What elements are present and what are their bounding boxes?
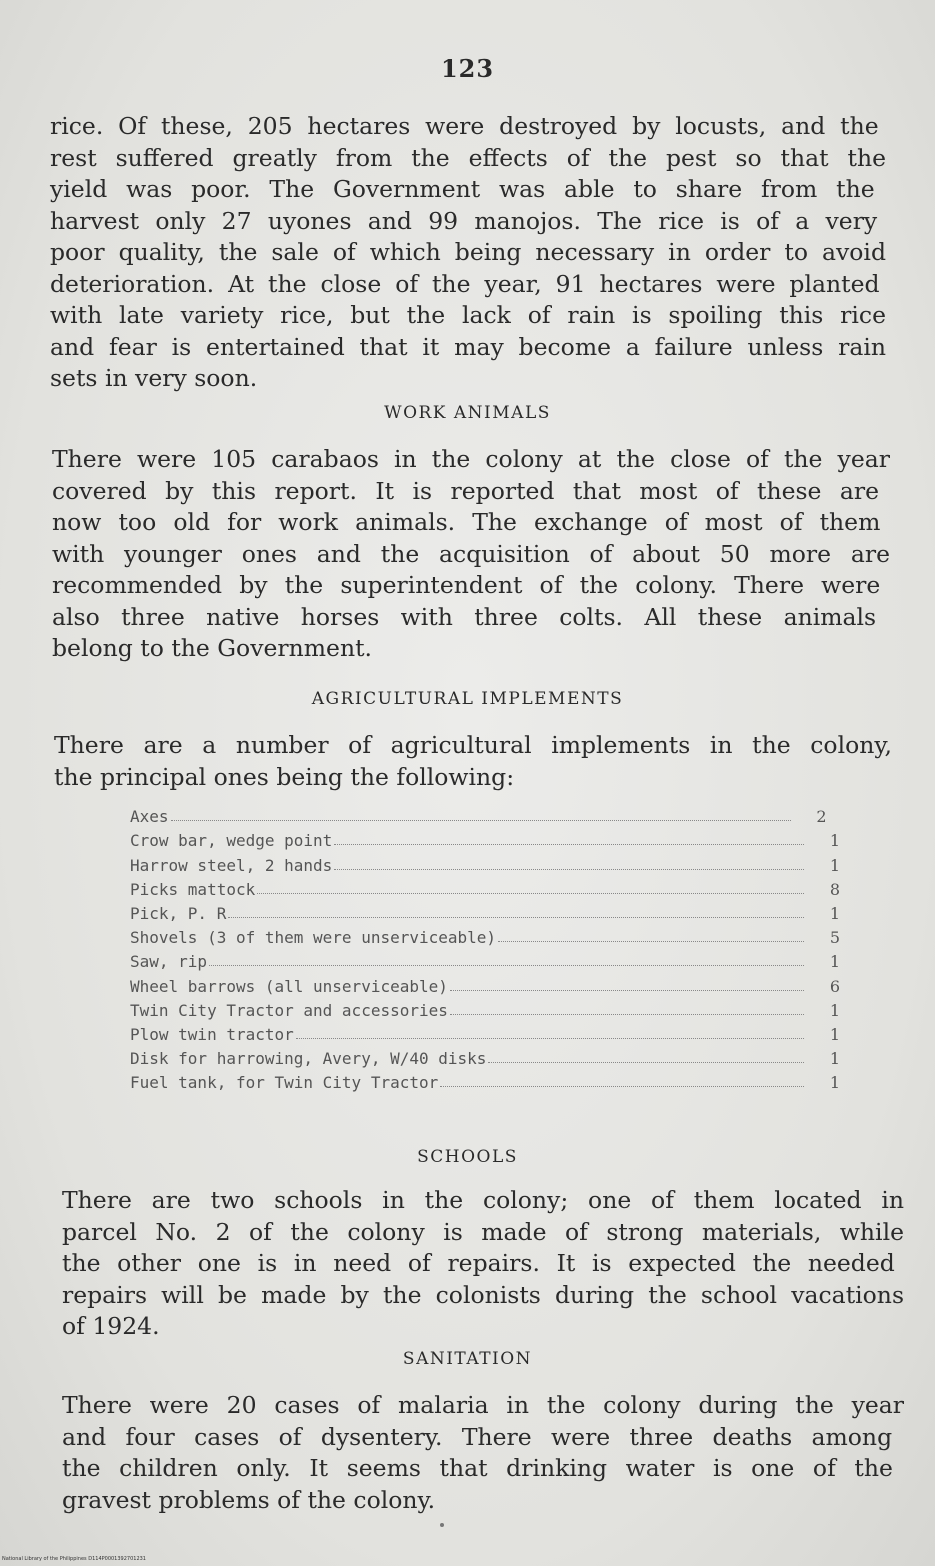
heading-sanitation: SANITATION xyxy=(402,1349,533,1369)
paragraph-line: There were 20 cases of malaria in the colony during the year xyxy=(62,1391,904,1419)
paragraph-work-animals xyxy=(52,444,890,665)
paragraph-line: of 1924. xyxy=(62,1312,160,1340)
implement-row xyxy=(130,899,840,923)
implement-name: Harrow steel, 2 hands xyxy=(130,855,333,875)
paragraph-line: with younger ones and the acquisition of about 50 more are xyxy=(52,539,890,568)
implement-name: Picks mattock xyxy=(130,879,256,899)
paragraph-line: yield was poor. The Government was able to share from the xyxy=(50,175,875,203)
leader-dots xyxy=(440,1086,804,1087)
paragraph-line: also three native horses with three colts. All these animals xyxy=(52,602,877,631)
paragraph-implements-intro xyxy=(54,730,892,793)
implement-name: Disk for harrowing, Avery, W/40 disks xyxy=(130,1049,487,1069)
implement-row xyxy=(130,1068,840,1092)
implement-quantity: 1 xyxy=(829,952,840,972)
print-speck xyxy=(440,1523,444,1527)
implement-name: Wheel barrows (all unserviceable) xyxy=(130,976,448,996)
implement-row xyxy=(130,971,840,995)
implement-row xyxy=(130,850,840,874)
implement-row xyxy=(130,802,840,826)
paragraph-line: sets in very soon. xyxy=(50,364,258,392)
paragraph-line: recommended by the superintendent of the colony. There were xyxy=(52,571,881,599)
leader-dots xyxy=(228,917,804,918)
heading-agricultural-implements: AGRICULTURAL IMPLEMENTS xyxy=(311,689,624,709)
paragraph-line: poor quality, the sale of which being necessary in order to avoid xyxy=(50,238,886,266)
implement-quantity: 6 xyxy=(829,976,840,996)
leader-dots xyxy=(488,1062,804,1063)
paragraph-line: with late variety rice, but the lack of rain is spoiling this rice xyxy=(50,301,886,329)
implement-row xyxy=(130,923,840,947)
paragraph-sanitation xyxy=(62,1390,904,1516)
leader-dots xyxy=(450,1014,804,1015)
paragraph-line: the principal ones being the following: xyxy=(54,762,515,791)
implement-quantity: 5 xyxy=(829,928,840,948)
paragraph-line: There were 105 carabaos in the colony at the close of the year xyxy=(52,445,890,473)
implement-row xyxy=(130,875,840,899)
implement-quantity: 8 xyxy=(829,879,840,899)
implement-quantity: 1 xyxy=(829,1073,840,1093)
paragraph-line: There are a number of agricultural implements in the colony, xyxy=(54,731,892,759)
leader-dots xyxy=(296,1038,804,1039)
leader-dots xyxy=(450,990,804,991)
paragraph-line: belong to the Government. xyxy=(52,634,372,662)
paragraph-line: repairs will be made by the colonists during the school vacations xyxy=(62,1280,904,1309)
heading-work-animals: WORK ANIMALS xyxy=(384,403,551,423)
leader-dots xyxy=(209,965,804,966)
paragraph-schools xyxy=(62,1185,904,1343)
leader-dots xyxy=(257,893,804,894)
paragraph-line: now too old for work animals. The exchange of most of them xyxy=(52,508,881,536)
implement-name: Crow bar, wedge point xyxy=(130,831,333,851)
implement-name: Saw, rip xyxy=(130,952,208,972)
paragraph-line: the children only. It seems that drinking water is one of the xyxy=(62,1454,893,1482)
paragraph-line: covered by this report. It is reported that most of these are xyxy=(52,476,880,505)
implement-row xyxy=(130,826,840,850)
implement-quantity: 1 xyxy=(829,831,840,851)
page-number: 123 xyxy=(440,54,495,83)
paragraph-line: rest suffered greatly from the effects of the pest so that the xyxy=(50,143,886,172)
implement-row xyxy=(130,947,840,971)
paragraph-line: rice. Of these, 205 hectares were destroyed by locusts, and the xyxy=(50,112,879,140)
implement-quantity: 1 xyxy=(829,1024,840,1044)
paragraph-line: There are two schools in the colony; one of them located in xyxy=(62,1186,904,1214)
implement-name: Pick, P. R xyxy=(130,903,227,923)
heading-schools: SCHOOLS xyxy=(417,1147,518,1167)
implement-row xyxy=(130,1044,840,1068)
leader-dots xyxy=(171,820,791,821)
paragraph-line: the other one is in need of repairs. It is expected the needed xyxy=(62,1249,895,1277)
implements-list xyxy=(130,802,840,1092)
paragraph-line: parcel No. 2 of the colony is made of strong materials, while xyxy=(62,1217,904,1246)
implement-name: Twin City Tractor and accessories xyxy=(130,1000,448,1020)
implement-quantity: 2 xyxy=(816,807,827,827)
implement-row xyxy=(130,1020,840,1044)
implement-name: Axes xyxy=(130,807,169,827)
implement-quantity: 1 xyxy=(829,903,840,923)
paragraph-rice xyxy=(50,111,886,395)
leader-dots xyxy=(334,844,804,845)
implement-quantity: 1 xyxy=(829,1049,840,1069)
implement-name: Fuel tank, for Twin City Tractor xyxy=(130,1073,439,1093)
leader-dots xyxy=(334,869,804,870)
scan-footer: National Library of the Philippines D114P0001392701231 xyxy=(2,1556,146,1562)
paragraph-line: deterioration. At the close of the year, 91 hectares were planted xyxy=(50,269,880,298)
implement-name: Plow twin tractor xyxy=(130,1024,294,1044)
implement-row xyxy=(130,996,840,1020)
implement-quantity: 1 xyxy=(829,1000,840,1020)
paragraph-line: and fear is entertained that it may become a failure unless rain xyxy=(50,332,886,361)
paragraph-line: harvest only 27 uyones and 99 manojos. The rice is of a very xyxy=(50,206,878,235)
leader-dots xyxy=(498,941,804,942)
paragraph-line: and four cases of dysentery. There were three deaths among xyxy=(62,1422,893,1451)
paragraph-line: gravest problems of the colony. xyxy=(62,1485,436,1514)
implement-quantity: 1 xyxy=(829,855,840,875)
implement-name: Shovels (3 of them were unserviceable) xyxy=(130,928,497,948)
